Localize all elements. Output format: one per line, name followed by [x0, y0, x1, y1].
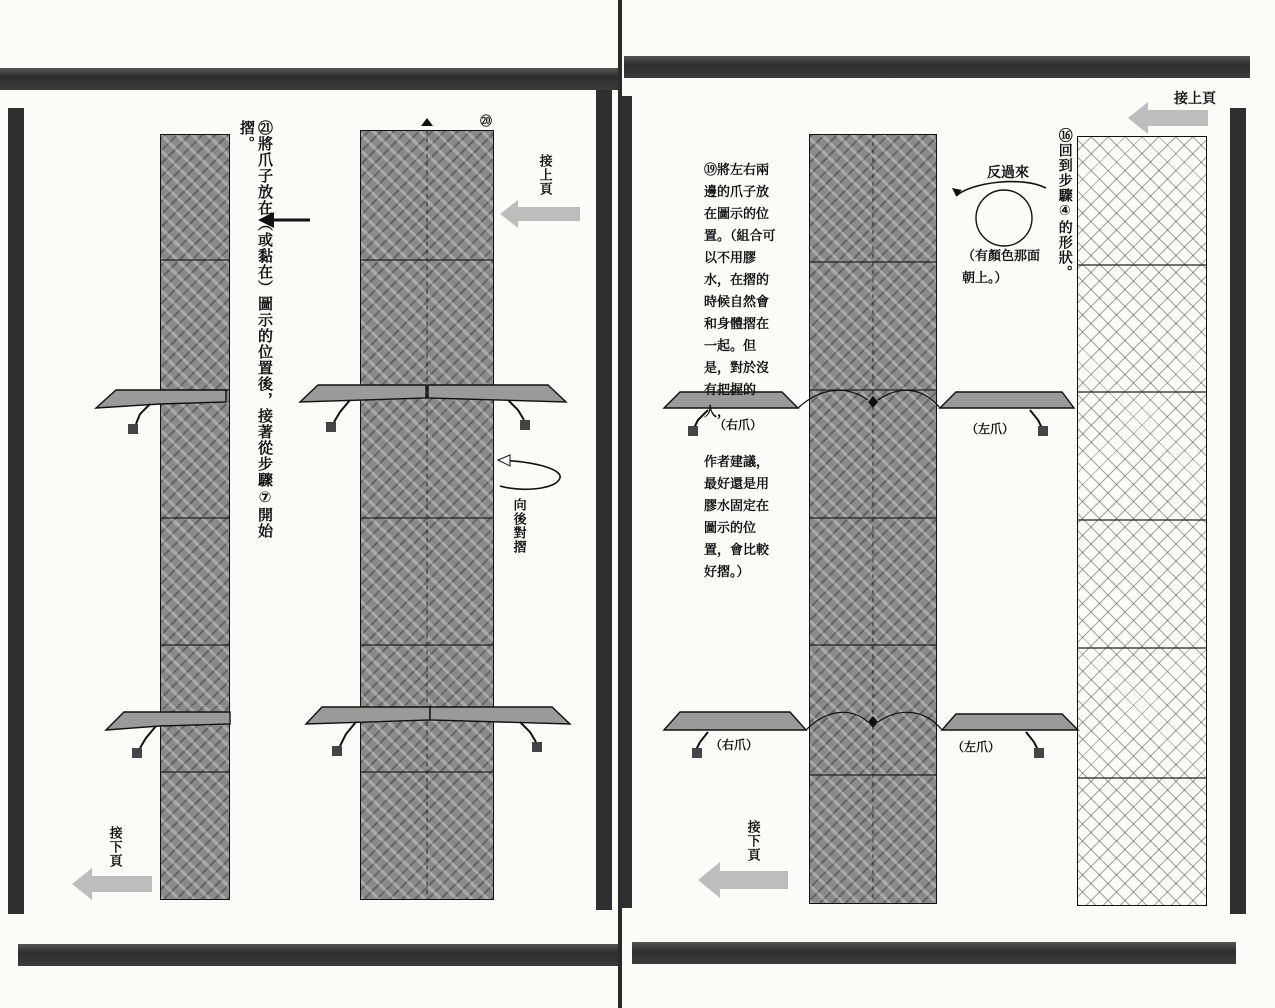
continue-prev-label: 接上頁: [1174, 91, 1216, 107]
flip-note: （有顏色那面朝上。）: [962, 249, 1041, 286]
step21-instruction: ㉑將爪子放在（或黏在）圖示的位置後，接著從步驟⑦開始摺。: [238, 120, 274, 539]
right-page: [622, 0, 1275, 1008]
continue-next-label: 接下頁: [106, 826, 122, 868]
flip-over-label: 反過來: [987, 165, 1029, 181]
right-claw-label-2: （右爪）: [710, 738, 759, 752]
left-claw-label-2: （左爪）: [952, 740, 1001, 754]
continue-prev-label: 接上頁: [536, 154, 552, 196]
step19-instruction: ⑲將左右兩邊的爪子放在圖示的位置。（組合可以不用膠水，在摺的時候自然會和身體摺在一起。但是，對於沒有把握的人，: [704, 163, 776, 420]
step16-instruction: ⑯回到步驟④的形狀。: [1056, 128, 1073, 280]
continue-next-label: 接下頁: [744, 820, 760, 862]
left-page: [0, 0, 618, 1008]
right-claw-label-1: （右爪）: [714, 418, 763, 432]
fold-back-label: 向後對摺: [510, 498, 526, 554]
left-claw-label-1: （左爪）: [966, 422, 1015, 436]
step20-number: ⑳: [480, 114, 493, 128]
author-note: 作者建議，最好還是用膠水固定在圖示的位置，會比較好摺。）: [704, 455, 770, 580]
